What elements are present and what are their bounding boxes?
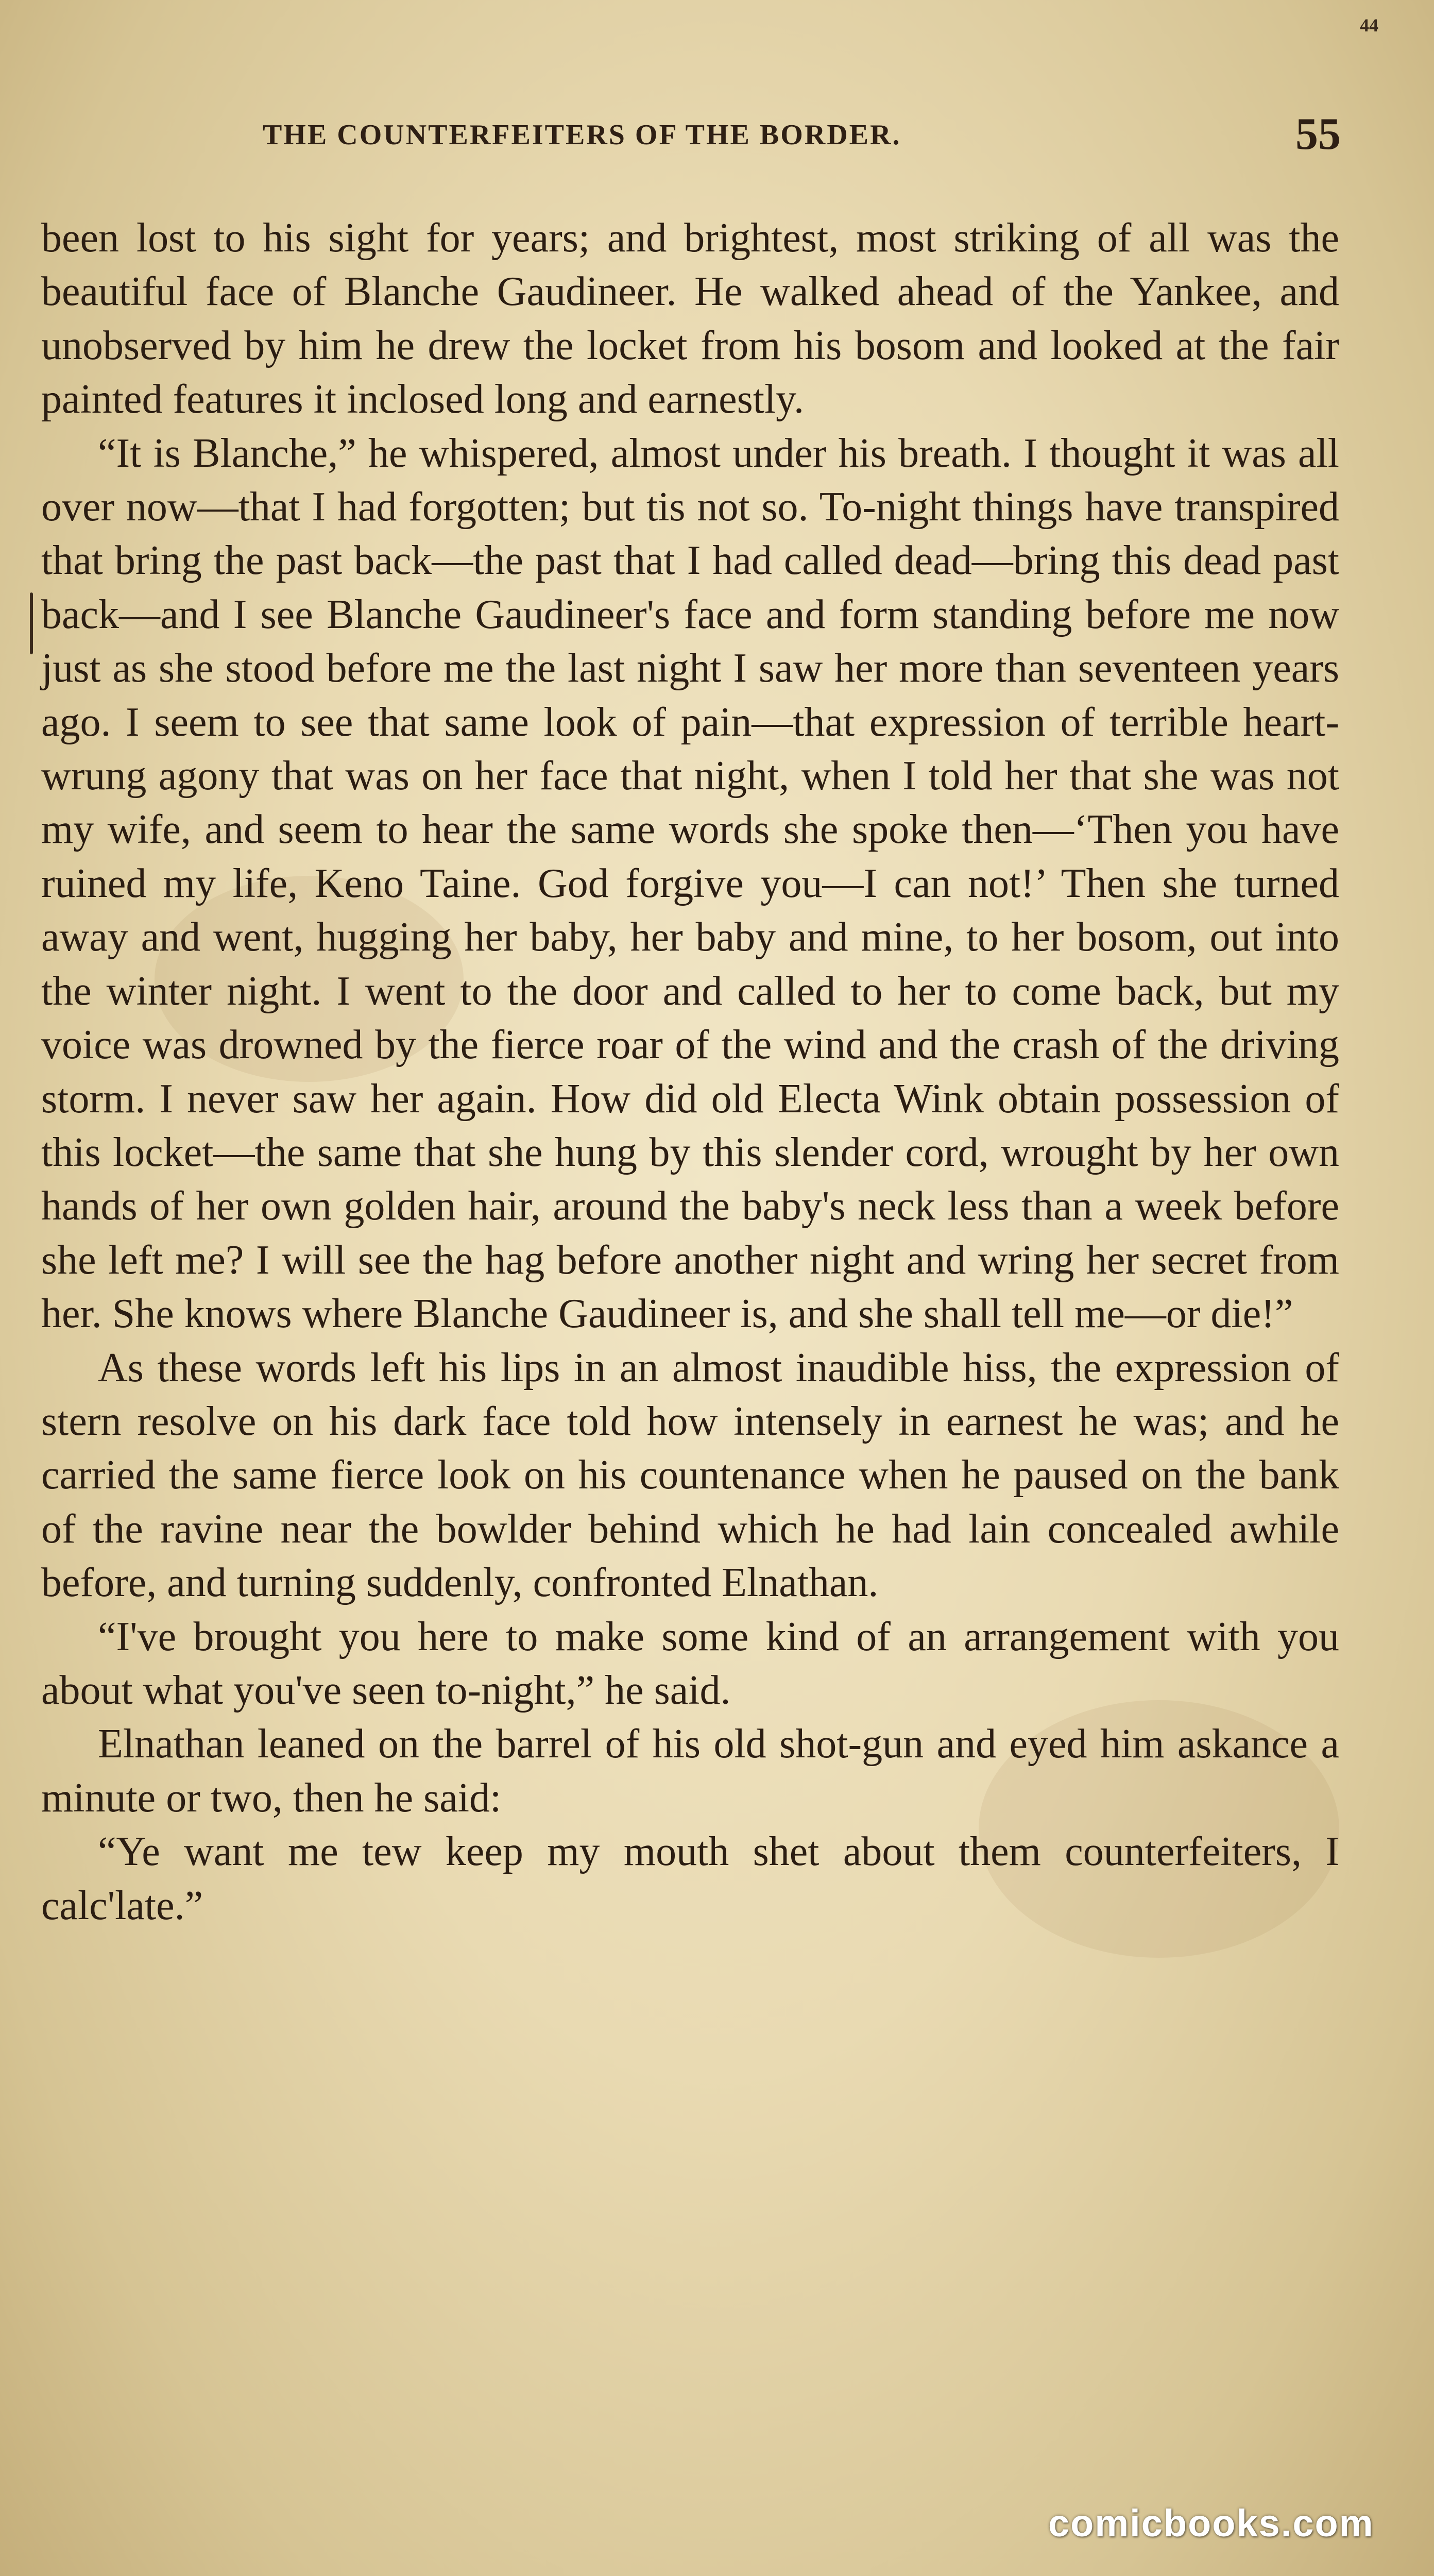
paragraph: “Ye want me tew keep my mouth shet about them counterfeiters, I calc'late.” [41,1829,1339,1928]
paragraph: Elnathan leaned on the barrel of his old shot-gun and eyed him askance a minute or two, then he said: [41,1721,1339,1821]
corner-mark: 44 [1360,15,1378,36]
running-title: THE COUNTERFEITERS OF THE BORDER. [263,119,901,151]
margin-pencil-mark [30,592,33,654]
body-text [41,211,1339,1933]
page-header [0,108,1434,165]
paragraph: been lost to his sight for years; and brightest, most striking of all was the beautiful face of Blanche Gaudineer. He walked ahead of the Yankee, and unobserved by him he drew the locket from his bosom and looked at the fair painted features it inclosed long and earnestly. [41,215,1339,422]
paragraph: “I've brought you here to make some kind of an arrangement with you about what you've seen to-night,” he said. [41,1614,1339,1713]
watermark-logo: comicbooks.com [1048,2502,1374,2545]
page-number: 55 [1295,109,1341,159]
paragraph: “It is Blanche,” he whispered, almost under his breath. I thought it was all over now—that I had forgotten; but tis not so. To-night things have transpired that bring the past back—the past that I had called dead—bring this dead past back—and I see Blanche Gaudineer's face and form standing before me now just as she stood before me the last night I saw her more than seventeen years ago. I seem to see that same look of pain—that expression of terrible heart-wrung agony that was on her face that night, when I told her that she was not my wife, and seem to hear the same words she spoke then—‘Then you have ruined my life, Keno Taine. God forgive you—I can not!’ Then she turned away and went, hugging her baby, her baby and mine, to her bosom, out into the winter night. I went to the door and called to her to come back, but my voice was drowned by the fierce roar of the wind and the crash of the driving storm. I never saw her again. How did old Electa Wink obtain possession of this locket—the same that she hung by this slender cord, wrought by her own hands of her own golden hair, around the baby's neck less than a week before she left me? I will see the hag before another night and wring her secret from her. She knows where Blanche Gaudineer is, and she shall tell me—or die!” [41,430,1339,1337]
paragraph: As these words left his lips in an almost inaudible hiss, the expression of stern resolve on his dark face told how intensely in earnest he was; and he carried the same fierce look on his countenance when he paused on the bank of the ravine near the bowlder behind which he had lain concealed awhile before, and turning suddenly, confronted Elnathan. [41,1345,1339,1606]
